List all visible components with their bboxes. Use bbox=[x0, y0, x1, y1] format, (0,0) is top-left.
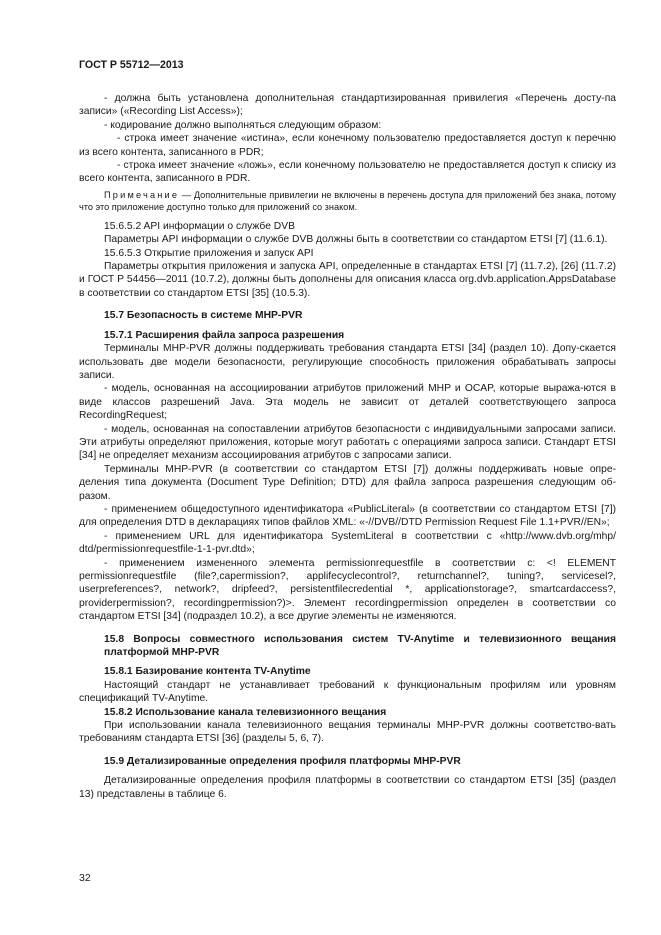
section-heading: 15.8 Вопросы совместного использования систем TV-Anytime и телевизионного вещания платформой MHP-PVR bbox=[104, 633, 616, 659]
page-number: 32 bbox=[79, 872, 91, 884]
paragraph: Терминалы MHP-PVR (в соответствии со стандартом ETSI [7]) должны поддерживать новые опре-деления типа документа (Document Type Definition; DTD) для файла запроса разрешения следующим об-разом. bbox=[79, 463, 616, 502]
paragraph: - модель, основанная на ассоциировании атрибутов приложений MHP и OCAP, которые выража-ются в виде классов разрешений Java. Эта модель не зависит от деталей соответствующего запроса RecordingRequest; bbox=[79, 383, 616, 422]
paragraph: - строка имеет значение «истина», если конечному пользователю предоставляется доступ к перечню из всего контента, записанного в PDR; bbox=[79, 133, 616, 158]
paragraph: - кодирование должно выполняться следующим образом: bbox=[104, 119, 382, 131]
paragraph: Настоящий стандарт не устанавливает требований к функциональным профилям или уровням спецификаций TV-Anytime. bbox=[79, 679, 616, 705]
note bbox=[79, 189, 616, 214]
subsection-heading: 15.7.1 Расширения файла запроса разрешения bbox=[104, 329, 345, 341]
note-label: Примечание bbox=[104, 189, 180, 200]
note-text: — Дополнительные привилегии не включены в перечень доступа для приложений без знака, потому что это приложение доступно только для приложений со знаком. bbox=[79, 189, 616, 213]
paragraph: Терминалы MHP-PVR должны поддерживать требования стандарта ETSI [34] (раздел 10). Допу-скается использовать две модели безопасности, регулирующие способность приложения обрабатывать запросы записи. bbox=[79, 343, 616, 381]
document-header: ГОСТ Р 55712—2013 bbox=[79, 59, 184, 71]
paragraph: Детализированные определения профиля платформы в соответствии со стандартом ETSI [35] (раздел 13) представлены в таблице 6. bbox=[79, 775, 616, 800]
paragraph: - строка имеет значение «ложь», если конечному пользователю не предоставляется доступ к списку из всего контента, записанного в PDR. bbox=[79, 160, 616, 185]
subsection-heading: 15.8.1 Базирование контента TV-Anytime bbox=[104, 666, 311, 678]
paragraph: Параметры API информации о службе DVB должны быть в соответствии со стандартом ETSI [7] (11.6.1). bbox=[104, 234, 608, 246]
paragraph: - модель, основанная на сопоставлении атрибутов безопасности с индивидуальными запросами записи. Эти атрибуты определяют приложения, которые могут работать с операциями запроса записи. Стандарт ETSI [34] не определяет механизм ассоциирования атрибутов с запросами записи. bbox=[79, 423, 616, 462]
subsection-heading: 15.8.2 Использование канала телевизионного вещания bbox=[104, 706, 387, 718]
paragraph: Параметры открытия приложения и запуска API, определенные в стандартах ETSI [7] (11.7.2), [26] (11.7.2) и ГОСТ Р 54456—2011 (10.7.2), должны быть дополнены для описания класса org.dvb.application.AppsDatabase в соответствии со стандартом ETSI [35] (10.5.3). bbox=[79, 261, 616, 299]
section-heading: 15.7 Безопасность в системе MHP-PVR bbox=[104, 310, 303, 322]
subsection-title: 15.6.5.3 Открытие приложения и запуск API bbox=[104, 247, 314, 259]
paragraph: При использовании канала телевизионного вещания терминалы MHP-PVR должны соответство-вать требованиям стандарта ETSI [36] (разделы 5, 6, 7). bbox=[79, 720, 616, 745]
paragraph: - должна быть установлена дополнительная стандартизированная привилегия «Перечень досту-па записи» («Recording List Access»); bbox=[79, 93, 616, 118]
subsection-title: 15.6.5.2 API информации о службе DVB bbox=[104, 220, 295, 232]
section-heading: 15.9 Детализированные определения профиля платформы MHP-PVR bbox=[104, 755, 461, 767]
paragraph: - применением URL для идентификатора SystemLiteral в соответствии с «http://www.dvb.org/mhp/ dtd/permissionrequestfile-1-1-pvr.dtd»; bbox=[79, 530, 616, 556]
page-body bbox=[79, 92, 616, 801]
paragraph: - применением измененного элемента permissionrequestfile в соответствии с: <! ELEMENT permissionrequestfile (file?,capermission?, applifecyclecontrol?, returnchannel?, tuning?, servicesel?, userpreferences?, network?, dripfeed?, persistentfilecredential *, applicationstorage?, smartcardaccess?, providerpermission?, recordingpermission?)>. Элемент recordingpermission определен в соответствии со стандартом ETSI [34] (подраздел 10.2), а все другие элементы не изменяются. bbox=[79, 557, 616, 623]
paragraph: - применением общедоступного идентификатора «PublicLiteral» (в соответствии со стандартом ETSI [7]) для определения DTD в декларациях типов файлов XML: «-//DVB//DTD Permission Request File 1.1+PVR//EN»; bbox=[79, 503, 616, 529]
